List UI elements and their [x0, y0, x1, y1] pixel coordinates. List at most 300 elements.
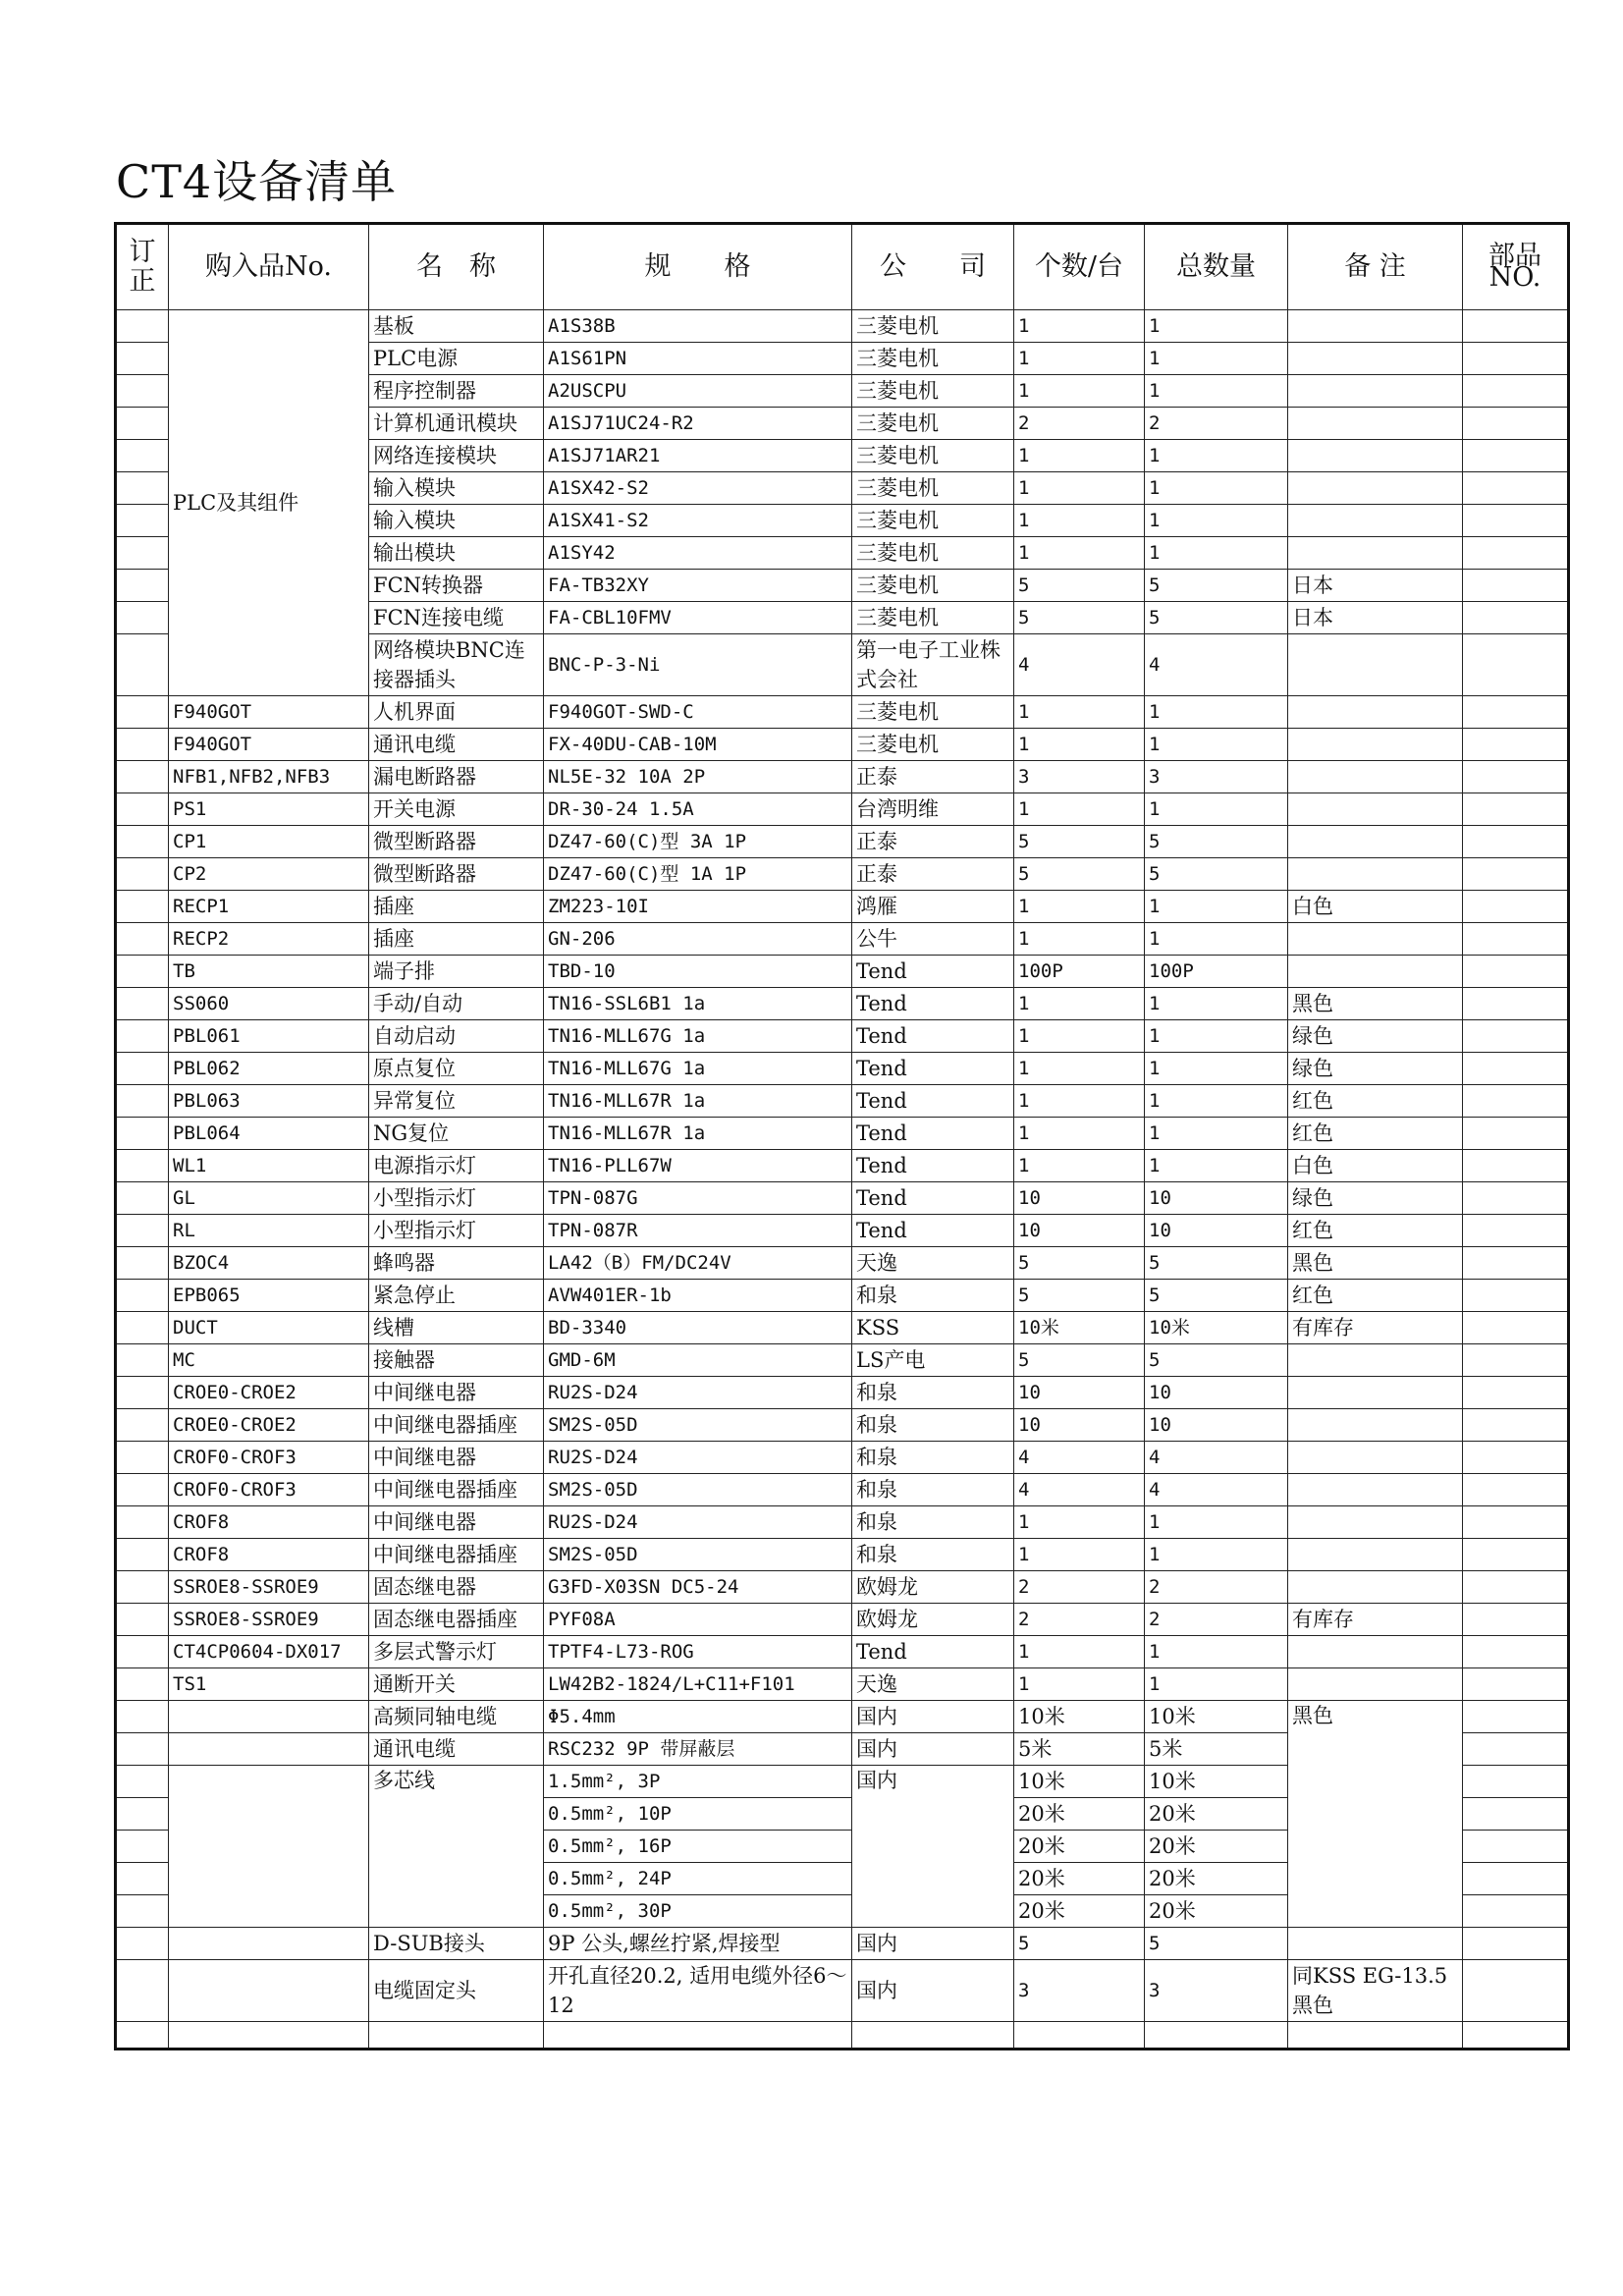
order-cell [116, 858, 169, 891]
table-row [116, 1701, 1569, 1733]
part-no-cell [1463, 696, 1569, 729]
company-cell: 欧姆龙 [852, 1604, 1014, 1636]
note-cell: 黑色 [1288, 988, 1463, 1020]
note-cell: 日本 [1288, 570, 1463, 602]
header-part-no: 部品NO. [1463, 224, 1569, 310]
total-cell: 5 [1145, 602, 1288, 634]
part-no-cell [1463, 1053, 1569, 1085]
table-row [116, 1053, 1569, 1085]
company-cell: 第一电子工业株式会社 [852, 634, 1014, 696]
note-cell [1288, 1636, 1463, 1668]
order-cell [116, 472, 169, 505]
spec-cell: TN16-SSL6B1 1a [544, 988, 852, 1020]
table-header-row [116, 224, 1569, 310]
order-cell [116, 1085, 169, 1118]
name-cell: FCN连接电缆 [369, 602, 544, 634]
name-cell: 小型指示灯 [369, 1182, 544, 1215]
purchase-no-cell: SSROE8-SSROE9 [169, 1571, 369, 1604]
order-cell [116, 988, 169, 1020]
purchase-no-cell: CROE0-CROE2 [169, 1377, 369, 1409]
qty-cell: 1 [1014, 505, 1145, 537]
name-cell: 微型断路器 [369, 826, 544, 858]
order-cell [116, 2022, 169, 2050]
total-cell: 2 [1145, 1571, 1288, 1604]
header-total-qty: 总数量 [1145, 224, 1288, 310]
table-row [116, 1312, 1569, 1344]
qty-cell [1014, 2022, 1145, 2050]
qty-cell: 20米 [1014, 1831, 1145, 1863]
purchase-no-cell: PBL064 [169, 1118, 369, 1150]
part-no-cell [1463, 1798, 1569, 1831]
header-qty-per-unit: 个数/台 [1014, 224, 1145, 310]
part-no-cell [1463, 793, 1569, 826]
name-cell: 插座 [369, 923, 544, 956]
order-cell [116, 1571, 169, 1604]
order-cell [116, 343, 169, 375]
table-row [116, 1020, 1569, 1053]
part-no-cell [1463, 729, 1569, 761]
qty-cell: 10 [1014, 1409, 1145, 1442]
spec-cell: SM2S-05D [544, 1539, 852, 1571]
qty-cell: 2 [1014, 408, 1145, 440]
name-cell: 中间继电器插座 [369, 1409, 544, 1442]
spec-cell: BD-3340 [544, 1312, 852, 1344]
order-cell [116, 1798, 169, 1831]
total-cell: 10米 [1145, 1701, 1288, 1733]
note-cell [1288, 1539, 1463, 1571]
purchase-no-cell: F940GOT [169, 696, 369, 729]
company-cell: KSS [852, 1312, 1014, 1344]
qty-cell: 10 [1014, 1215, 1145, 1247]
part-no-cell [1463, 343, 1569, 375]
order-cell [116, 1831, 169, 1863]
total-cell: 1 [1145, 440, 1288, 472]
spec-cell: TN16-MLL67R 1a [544, 1118, 852, 1150]
part-no-cell [1463, 1863, 1569, 1895]
note-cell [1288, 761, 1463, 793]
note-cell [1288, 826, 1463, 858]
order-cell [116, 537, 169, 570]
note-cell: 日本 [1288, 602, 1463, 634]
purchase-no-cell [169, 1766, 369, 1928]
part-no-cell [1463, 1604, 1569, 1636]
note-cell [1288, 923, 1463, 956]
note-cell: 有库存 [1288, 1604, 1463, 1636]
qty-cell: 1 [1014, 343, 1145, 375]
company-cell: Tend [852, 956, 1014, 988]
part-no-cell [1463, 891, 1569, 923]
spec-cell: SM2S-05D [544, 1474, 852, 1506]
table-row [116, 696, 1569, 729]
equipment-list-table [114, 222, 1570, 2050]
qty-cell: 4 [1014, 1442, 1145, 1474]
note-cell: 有库存 [1288, 1312, 1463, 1344]
order-cell [116, 408, 169, 440]
note-cell [1288, 1409, 1463, 1442]
part-no-cell [1463, 1312, 1569, 1344]
part-no-cell [1463, 1344, 1569, 1377]
qty-cell: 5 [1014, 1247, 1145, 1280]
purchase-no-cell: F940GOT [169, 729, 369, 761]
company-cell: 正泰 [852, 761, 1014, 793]
total-cell: 1 [1145, 505, 1288, 537]
name-cell: D-SUB接头 [369, 1928, 544, 1960]
qty-cell: 1 [1014, 440, 1145, 472]
note-cell [1288, 1928, 1463, 1960]
part-no-cell [1463, 1960, 1569, 2022]
total-cell: 4 [1145, 634, 1288, 696]
table-row [116, 1085, 1569, 1118]
part-no-cell [1463, 1571, 1569, 1604]
part-no-cell [1463, 1831, 1569, 1863]
purchase-no-cell [169, 2022, 369, 2050]
company-cell: Tend [852, 988, 1014, 1020]
spec-cell: GMD-6M [544, 1344, 852, 1377]
company-cell: Tend [852, 1085, 1014, 1118]
qty-cell: 1 [1014, 1118, 1145, 1150]
note-cell [1288, 634, 1463, 696]
company-cell: 国内 [852, 1766, 1014, 1928]
total-cell: 1 [1145, 310, 1288, 343]
note-cell [1288, 408, 1463, 440]
total-cell: 10 [1145, 1409, 1288, 1442]
total-cell: 1 [1145, 988, 1288, 1020]
part-no-cell [1463, 2022, 1569, 2050]
note-cell [1288, 858, 1463, 891]
purchase-no-cell [169, 1733, 369, 1766]
spec-cell: RU2S-D24 [544, 1442, 852, 1474]
purchase-no-cell: BZOC4 [169, 1247, 369, 1280]
total-cell: 1 [1145, 1053, 1288, 1085]
company-cell: 三菱电机 [852, 729, 1014, 761]
header-company: 公 司 [852, 224, 1014, 310]
order-cell [116, 505, 169, 537]
qty-cell: 5 [1014, 602, 1145, 634]
part-no-cell [1463, 570, 1569, 602]
qty-cell: 5 [1014, 570, 1145, 602]
purchase-no-cell: CROF8 [169, 1506, 369, 1539]
purchase-no-cell: CP1 [169, 826, 369, 858]
total-cell: 1 [1145, 1150, 1288, 1182]
name-cell: 自动启动 [369, 1020, 544, 1053]
spec-cell: FA-TB32XY [544, 570, 852, 602]
total-cell: 1 [1145, 696, 1288, 729]
company-cell: 天逸 [852, 1668, 1014, 1701]
part-no-cell [1463, 1928, 1569, 1960]
order-cell [116, 1150, 169, 1182]
spec-cell: A1S38B [544, 310, 852, 343]
order-cell [116, 602, 169, 634]
total-cell: 5 [1145, 826, 1288, 858]
total-cell: 10 [1145, 1377, 1288, 1409]
name-cell: 小型指示灯 [369, 1215, 544, 1247]
name-cell: PLC电源 [369, 343, 544, 375]
purchase-no-cell: CROE0-CROE2 [169, 1409, 369, 1442]
company-cell: 三菱电机 [852, 375, 1014, 408]
purchase-no-cell: CROF8 [169, 1539, 369, 1571]
spec-cell: PYF08A [544, 1604, 852, 1636]
total-cell: 3 [1145, 1960, 1288, 2022]
name-cell: NG复位 [369, 1118, 544, 1150]
table-row [116, 1344, 1569, 1377]
total-cell: 10 [1145, 1182, 1288, 1215]
total-cell: 4 [1145, 1442, 1288, 1474]
name-cell: 电源指示灯 [369, 1150, 544, 1182]
qty-cell: 4 [1014, 634, 1145, 696]
spec-cell: 0.5mm², 24P [544, 1863, 852, 1895]
company-cell: 国内 [852, 1928, 1014, 1960]
table-row [116, 1604, 1569, 1636]
order-cell [116, 1215, 169, 1247]
part-no-cell [1463, 1668, 1569, 1701]
total-cell: 1 [1145, 923, 1288, 956]
note-cell: 绿色 [1288, 1182, 1463, 1215]
total-cell: 5 [1145, 570, 1288, 602]
company-cell: Tend [852, 1053, 1014, 1085]
part-no-cell [1463, 1377, 1569, 1409]
qty-cell: 1 [1014, 988, 1145, 1020]
qty-cell: 1 [1014, 537, 1145, 570]
company-cell [852, 2022, 1014, 2050]
spec-cell: 0.5mm², 30P [544, 1895, 852, 1928]
total-cell: 1 [1145, 1539, 1288, 1571]
table-row [116, 729, 1569, 761]
company-cell: LS产电 [852, 1344, 1014, 1377]
purchase-no-cell: PBL063 [169, 1085, 369, 1118]
name-cell: 输入模块 [369, 472, 544, 505]
purchase-no-cell: RECP2 [169, 923, 369, 956]
name-cell: 蜂鸣器 [369, 1247, 544, 1280]
name-cell: 手动/自动 [369, 988, 544, 1020]
company-cell: Tend [852, 1182, 1014, 1215]
note-cell [1288, 1377, 1463, 1409]
order-cell [116, 1053, 169, 1085]
company-cell: 三菱电机 [852, 602, 1014, 634]
qty-cell: 1 [1014, 1668, 1145, 1701]
name-cell: 通断开关 [369, 1668, 544, 1701]
part-no-cell [1463, 375, 1569, 408]
total-cell: 10 [1145, 1215, 1288, 1247]
spec-cell: A1SX42-S2 [544, 472, 852, 505]
header-name: 名 称 [369, 224, 544, 310]
table-row [116, 1118, 1569, 1150]
name-cell: 人机界面 [369, 696, 544, 729]
total-cell: 20米 [1145, 1798, 1288, 1831]
name-cell: 基板 [369, 310, 544, 343]
order-cell [116, 761, 169, 793]
order-cell [116, 923, 169, 956]
company-cell: 公牛 [852, 923, 1014, 956]
qty-cell: 20米 [1014, 1895, 1145, 1928]
name-cell: 端子排 [369, 956, 544, 988]
total-cell: 5 [1145, 1280, 1288, 1312]
part-no-cell [1463, 1182, 1569, 1215]
company-cell: 正泰 [852, 826, 1014, 858]
total-cell: 2 [1145, 1604, 1288, 1636]
spec-cell: LA42（B）FM/DC24V [544, 1247, 852, 1280]
table-row [116, 1280, 1569, 1312]
part-no-cell [1463, 602, 1569, 634]
name-cell: 高频同轴电缆 [369, 1701, 544, 1733]
qty-cell: 1 [1014, 696, 1145, 729]
spec-cell: 0.5mm², 10P [544, 1798, 852, 1831]
total-cell: 2 [1145, 408, 1288, 440]
table-row [116, 956, 1569, 988]
order-cell [116, 891, 169, 923]
total-cell: 1 [1145, 793, 1288, 826]
purchase-no-cell: TS1 [169, 1668, 369, 1701]
spec-cell: TN16-MLL67G 1a [544, 1053, 852, 1085]
company-cell: 三菱电机 [852, 696, 1014, 729]
company-cell: 和泉 [852, 1506, 1014, 1539]
name-cell: 输出模块 [369, 537, 544, 570]
order-cell [116, 375, 169, 408]
part-no-cell [1463, 1215, 1569, 1247]
name-cell: 程序控制器 [369, 375, 544, 408]
spec-cell: F940GOT-SWD-C [544, 696, 852, 729]
order-cell [116, 1344, 169, 1377]
total-cell: 1 [1145, 1085, 1288, 1118]
table-row [116, 858, 1569, 891]
order-cell [116, 1960, 169, 2022]
note-cell [1288, 1571, 1463, 1604]
name-cell: 网络连接模块 [369, 440, 544, 472]
table-row [116, 988, 1569, 1020]
note-cell [1288, 375, 1463, 408]
company-cell: 和泉 [852, 1280, 1014, 1312]
name-cell: 通讯电缆 [369, 1733, 544, 1766]
order-cell [116, 634, 169, 696]
purchase-no-cell: PLC及其组件 [169, 310, 369, 696]
part-no-cell [1463, 408, 1569, 440]
part-no-cell [1463, 1150, 1569, 1182]
purchase-no-cell: RECP1 [169, 891, 369, 923]
purchase-no-cell: WL1 [169, 1150, 369, 1182]
total-cell: 10米 [1145, 1766, 1288, 1798]
name-cell: 插座 [369, 891, 544, 923]
qty-cell: 1 [1014, 1506, 1145, 1539]
order-cell [116, 1280, 169, 1312]
order-cell [116, 1474, 169, 1506]
total-cell: 20米 [1145, 1831, 1288, 1863]
company-cell: 三菱电机 [852, 537, 1014, 570]
purchase-no-cell [169, 1960, 369, 2022]
qty-cell: 1 [1014, 1150, 1145, 1182]
table-row [116, 1506, 1569, 1539]
order-cell [116, 440, 169, 472]
part-no-cell [1463, 1701, 1569, 1733]
name-cell: 中间继电器插座 [369, 1539, 544, 1571]
document-title: CT4设备清单 [116, 155, 398, 208]
qty-cell: 3 [1014, 1960, 1145, 2022]
spec-cell: LW42B2-1824/L+C11+F101 [544, 1668, 852, 1701]
qty-cell: 1 [1014, 310, 1145, 343]
total-cell: 1 [1145, 1636, 1288, 1668]
company-cell: 国内 [852, 1960, 1014, 2022]
note-cell: 白色 [1288, 891, 1463, 923]
qty-cell: 1 [1014, 1020, 1145, 1053]
table-row [116, 1636, 1569, 1668]
spec-cell: BNC-P-3-Ni [544, 634, 852, 696]
part-no-cell [1463, 1020, 1569, 1053]
part-no-cell [1463, 505, 1569, 537]
part-no-cell [1463, 1733, 1569, 1766]
spec-cell: SM2S-05D [544, 1409, 852, 1442]
qty-cell: 10米 [1014, 1312, 1145, 1344]
order-cell [116, 826, 169, 858]
note-cell [1288, 729, 1463, 761]
spec-cell: FA-CBL10FMV [544, 602, 852, 634]
part-no-cell [1463, 1409, 1569, 1442]
spec-cell: RU2S-D24 [544, 1377, 852, 1409]
spec-cell: TPN-087R [544, 1215, 852, 1247]
note-cell [1288, 537, 1463, 570]
note-cell: 黑色 [1288, 1701, 1463, 1928]
total-cell: 100P [1145, 956, 1288, 988]
part-no-cell [1463, 1895, 1569, 1928]
order-cell [116, 1863, 169, 1895]
table-row [116, 310, 1569, 343]
spec-cell: 0.5mm², 16P [544, 1831, 852, 1863]
name-cell: 中间继电器 [369, 1442, 544, 1474]
spec-cell: FX-40DU-CAB-10M [544, 729, 852, 761]
order-cell [116, 956, 169, 988]
qty-cell: 5 [1014, 858, 1145, 891]
note-cell: 红色 [1288, 1215, 1463, 1247]
order-cell [116, 1539, 169, 1571]
company-cell: 和泉 [852, 1377, 1014, 1409]
purchase-no-cell: GL [169, 1182, 369, 1215]
name-cell: 接触器 [369, 1344, 544, 1377]
qty-cell: 20米 [1014, 1798, 1145, 1831]
order-cell [116, 1766, 169, 1798]
qty-cell: 20米 [1014, 1863, 1145, 1895]
name-cell: 通讯电缆 [369, 729, 544, 761]
spec-cell: TPN-087G [544, 1182, 852, 1215]
note-cell [1288, 1442, 1463, 1474]
order-cell [116, 310, 169, 343]
qty-cell: 5 [1014, 1344, 1145, 1377]
part-no-cell [1463, 1280, 1569, 1312]
company-cell: 天逸 [852, 1247, 1014, 1280]
note-cell: 红色 [1288, 1280, 1463, 1312]
spec-cell: A2USCPU [544, 375, 852, 408]
company-cell: 和泉 [852, 1442, 1014, 1474]
total-cell: 1 [1145, 1668, 1288, 1701]
part-no-cell [1463, 1506, 1569, 1539]
part-no-cell [1463, 310, 1569, 343]
part-no-cell [1463, 1442, 1569, 1474]
part-no-cell [1463, 761, 1569, 793]
note-cell [1288, 956, 1463, 988]
spec-cell: Φ5.4mm [544, 1701, 852, 1733]
spec-cell: A1SX41-S2 [544, 505, 852, 537]
company-cell: 和泉 [852, 1539, 1014, 1571]
name-cell: 固态继电器 [369, 1571, 544, 1604]
order-cell [116, 1118, 169, 1150]
spec-cell: 1.5mm², 3P [544, 1766, 852, 1798]
qty-cell: 1 [1014, 1636, 1145, 1668]
order-cell [116, 729, 169, 761]
spec-cell: AVW401ER-1b [544, 1280, 852, 1312]
name-cell: 微型断路器 [369, 858, 544, 891]
company-cell: 国内 [852, 1701, 1014, 1733]
table-row [116, 1928, 1569, 1960]
qty-cell: 1 [1014, 1053, 1145, 1085]
qty-cell: 5 [1014, 826, 1145, 858]
name-cell: 多芯线 [369, 1766, 544, 1928]
qty-cell: 10 [1014, 1182, 1145, 1215]
